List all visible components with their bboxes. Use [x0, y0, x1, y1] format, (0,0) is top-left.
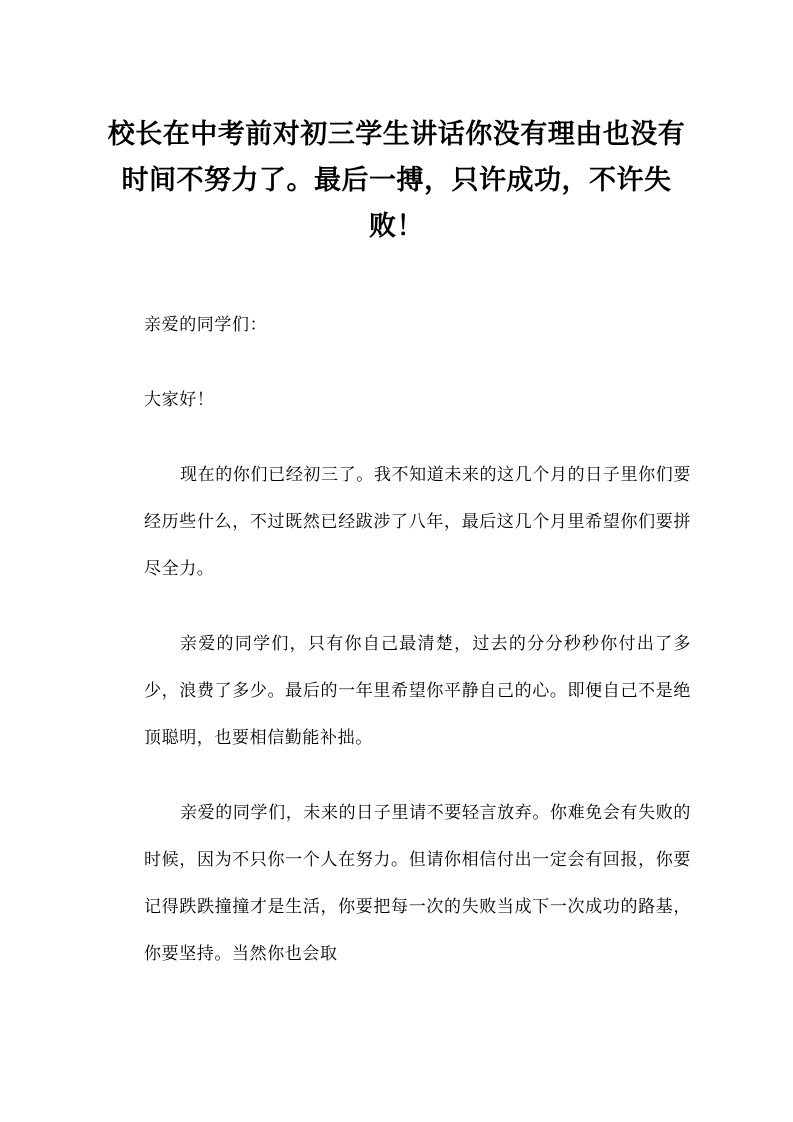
- document-body: [100, 302, 693, 978]
- body-paragraph-2: 亲爱的同学们，只有你自己最清楚，过去的分分秒秒你付出了多少，浪费了多少。最后的一年里希望你平静自己的心。即便自己不是绝顶聪明，也要相信勤能补拙。: [144, 634, 691, 748]
- salutation-paragraph: 亲爱的同学们：: [144, 315, 268, 335]
- body-paragraph-1: 现在的你们已经初三了。我不知道未来的这几个月的日子里你们要经历些什么，不过既然已经跋涉了八年，最后这几个月里希望你们要拼尽全力。: [144, 465, 691, 579]
- body-paragraph-3: 亲爱的同学们，未来的日子里请不要轻言放弃。你难免会有失败的时候，因为不只你一个人在努力。但请你相信付出一定会有回报，你要记得跌跌撞撞才是生活，你要把每一次的失败当成下一次成功的路基，你要坚持。当然你也会取: [144, 803, 691, 964]
- page-title: 校长在中考前对初三学生讲话你没有理由也没有时间不努力了。最后一搏，只许成功，不许失败！: [107, 119, 686, 242]
- greeting-paragraph: 大家好！: [144, 390, 215, 410]
